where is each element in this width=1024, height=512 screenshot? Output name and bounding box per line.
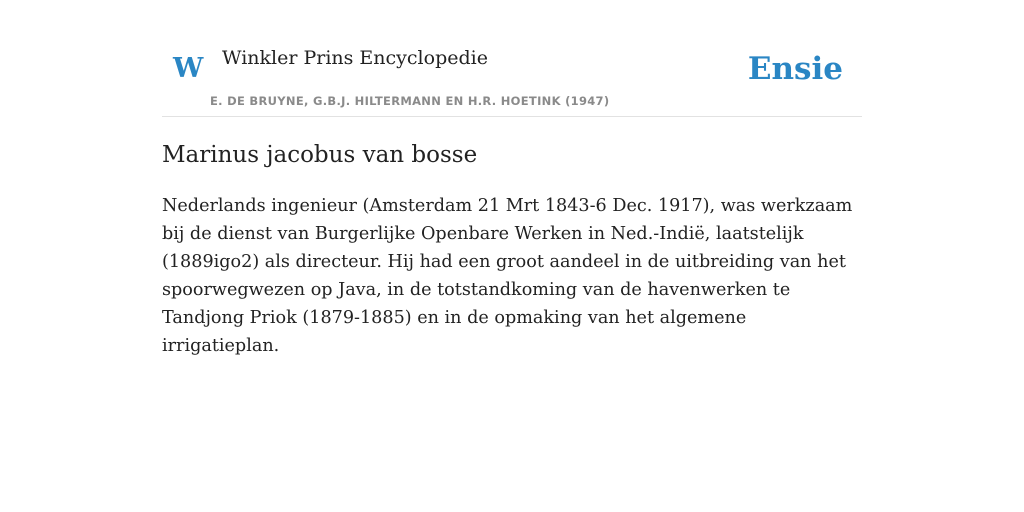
article-title: Marinus jacobus van bosse bbox=[162, 142, 478, 168]
encyclopedia-authors: E. DE BRUYNE, G.B.J. HILTERMANN EN H.R. HOETINK (1947) bbox=[210, 94, 610, 108]
article-body: Nederlands ingenieur (Amsterdam 21 Mrt 1843-6 Dec. 1917), was werkzaam bij de dienst van Burgerlijke Openbare Werken in Ned.-Indië, laatstelijk (1889igo2) als directeur. Hij had een groot aandeel in de uitbreiding van het spoorwegwezen op Java, in de totstandkoming van de havenwerken te Tandjong Priok (1879-1885) en in de opmaking van het algemene irrigatieplan. bbox=[162, 196, 853, 356]
encyclopedia-title-link[interactable]: Winkler Prins Encyclopedie bbox=[222, 47, 488, 69]
ensie-brand-link[interactable]: Ensie bbox=[747, 51, 843, 87]
site-header bbox=[162, 0, 862, 117]
winkler-prins-logo[interactable]: W bbox=[173, 53, 204, 84]
